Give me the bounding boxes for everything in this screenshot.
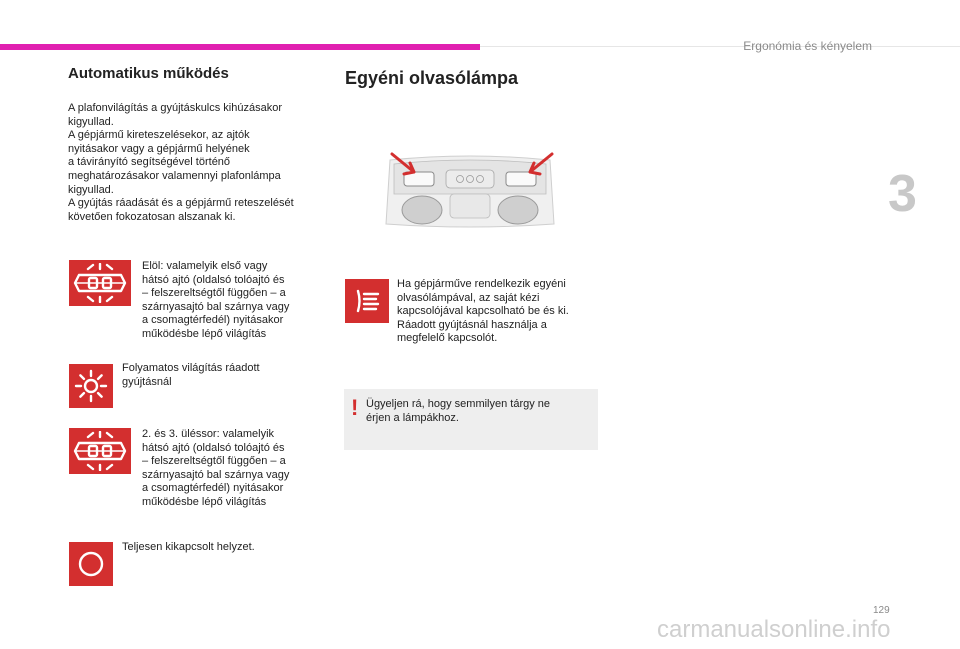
chapter-number: 3 bbox=[888, 165, 917, 223]
warning-note-text bbox=[366, 398, 588, 425]
item-line: – felszereltségtől függően – a bbox=[142, 455, 286, 468]
item-off-text bbox=[122, 541, 302, 555]
item-front-doors-text bbox=[142, 260, 322, 342]
item-line: szárnyasajtó bal szárnya vagy bbox=[142, 468, 290, 481]
item-line: megfelelő kapcsolót. bbox=[397, 332, 498, 345]
intro-line: A plafonvilágítás a gyújtáskulcs kihúzásakor bbox=[68, 102, 283, 114]
exclamation-icon: ! bbox=[351, 395, 359, 420]
item-line: Folyamatos világítás ráadott bbox=[122, 362, 260, 374]
warning-note bbox=[344, 389, 598, 450]
reading-lamp-icon bbox=[345, 279, 389, 323]
intro-line: kigyullad. bbox=[68, 183, 114, 196]
accent-bar bbox=[0, 44, 480, 50]
chapter-title: Ergonómia és kényelem bbox=[743, 39, 872, 53]
intro-line: A gyújtás ráadását és a gépjármű reteszelését bbox=[68, 197, 294, 210]
watermark: carmanualsonline.info bbox=[657, 616, 891, 643]
item-line: – felszereltségtől függően – a bbox=[142, 287, 286, 300]
note-line: érjen a lámpákhoz. bbox=[366, 411, 459, 424]
item-rear-rows-text bbox=[142, 428, 322, 510]
item-line: működésbe lépő világítás bbox=[142, 327, 267, 340]
intro-line: a távirányító segítségével történő bbox=[68, 156, 231, 169]
page-number: 129 bbox=[873, 605, 890, 616]
car-doors-icon bbox=[69, 428, 131, 474]
item-line: Ha gépjárműve rendelkezik egyéni bbox=[397, 278, 566, 290]
item-line: Teljesen kikapcsolt helyzet. bbox=[122, 541, 255, 553]
section-title-automatic: Automatikus működés bbox=[68, 65, 229, 82]
section-title-reading-lamp: Egyéni olvasólámpa bbox=[345, 68, 519, 88]
intro-line: meghatározásakor valamennyi plafonlámpa bbox=[68, 169, 281, 182]
item-line: Ráadott gyújtásnál használja a bbox=[397, 318, 547, 331]
item-line: Elöl: valamelyik első vagy bbox=[142, 260, 268, 272]
item-line: kapcsolójával kapcsolható be és ki. bbox=[397, 305, 569, 318]
off-circle-icon bbox=[69, 542, 113, 586]
item-continuous-text bbox=[122, 362, 302, 389]
item-line: szárnyasajtó bal szárnya vagy bbox=[142, 300, 290, 313]
intro-line: követően fokozatosan alszanak ki. bbox=[68, 210, 236, 223]
sun-light-icon bbox=[69, 364, 113, 408]
header-rule bbox=[480, 46, 960, 47]
intro-line: kigyullad. bbox=[68, 115, 114, 128]
reading-lamp-text bbox=[397, 278, 597, 346]
item-line: hátsó ajtó (oldalsó tolóajtó és bbox=[142, 273, 285, 286]
item-line: a csomagtérfedél) nyitásakor bbox=[142, 482, 284, 495]
item-line: hátsó ajtó (oldalsó tolóajtó és bbox=[142, 441, 285, 454]
item-line: működésbe lépő világítás bbox=[142, 495, 267, 508]
item-line: olvasólámpával, az saját kézi bbox=[397, 291, 540, 304]
reading-lamp-illustration bbox=[380, 150, 560, 230]
item-line: 2. és 3. üléssor: valamelyik bbox=[142, 428, 275, 440]
item-line: a csomagtérfedél) nyitásakor bbox=[142, 314, 284, 327]
intro-line: A gépjármű kireteszelésekor, az ajtók bbox=[68, 129, 250, 142]
intro-paragraph bbox=[68, 102, 326, 224]
intro-line: nyitásakor vagy a gépjármű helyének bbox=[68, 142, 250, 155]
item-line: gyújtásnál bbox=[122, 375, 172, 388]
note-line: Ügyeljen rá, hogy semmilyen tárgy ne bbox=[366, 398, 551, 410]
car-doors-icon bbox=[69, 260, 131, 306]
